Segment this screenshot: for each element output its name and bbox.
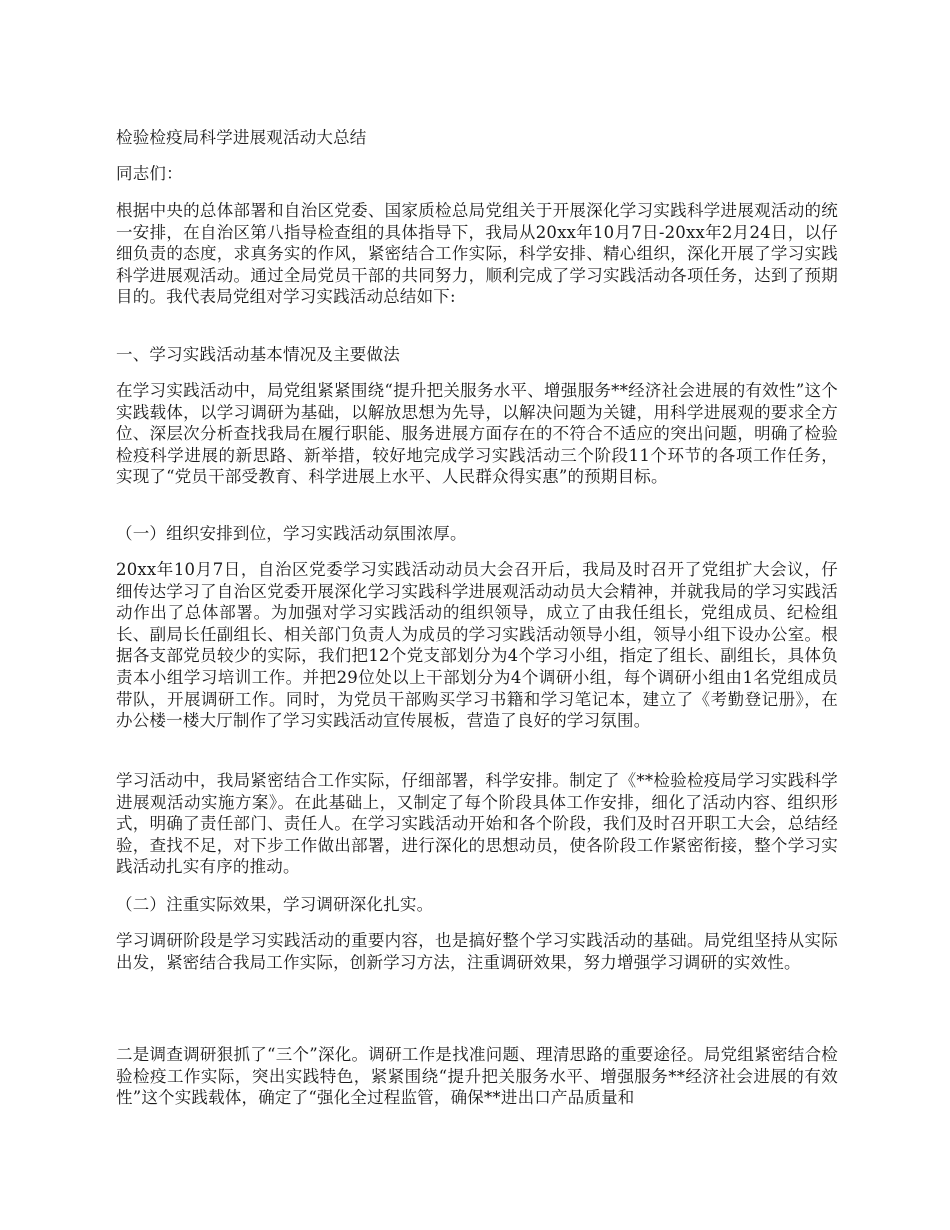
document-title: 检验检疫局科学进展观活动大总结 <box>116 128 367 147</box>
salutation: 同志们： <box>116 164 183 183</box>
subsection-2-heading: （二）注重实际效果，学习调研深化扎实。 <box>116 895 434 914</box>
subsection-1-body-2: 学习活动中，我局紧密结合工作实际，仔细部署，科学安排。制定了《**检验检疫局学习实践科学进展观活动实施方案》。在此基础上，又制定了每个阶段具体工作安排，细化了活动内容、组织形式，明确了责任部门、责任人。在学习实践活动开始和各个阶段，我们及时召开职工大会，总结经验，查找不足，对下步工作做出部署，进行深化的思想动员，使各阶段工作紧密衔接，整个学习实践活动扎实有序的推动。 <box>116 771 838 877</box>
section-1-heading: 一、学习实践活动基本情况及主要做法 <box>116 345 400 364</box>
section-1-body: 在学习实践活动中，局党组紧紧围绕“提升把关服务水平、增强服务**经济社会进展的有效性”这个实践载体，以学习调研为基础，以解放思想为先导，以解决问题为关键，用科学进展观的要求全方位、深层次分析查找我局在履行职能、服务进展方面存在的不符合不适应的突出问题，明确了检验检疫科学进展的新思路、新举措，较好地完成学习实践活动三个阶段11个环节的各项工作任务，实现了“党员干部受教育、科学进展上水平、人民群众得实惠”的预期目标。 <box>116 381 838 487</box>
subsection-2-body: 学习调研阶段是学习实践活动的重要内容，也是搞好整个学习实践活动的基础。局党组坚持从实际出发，紧密结合我局工作实际，创新学习方法，注重调研效果，努力增强学习调研的实效性。 <box>116 931 838 972</box>
intro-paragraph: 根据中央的总体部署和自治区党委、国家质检总局党组关于开展深化学习实践科学进展观活动的统一安排，在自治区第八指导检查组的具体指导下，我局从20xx年10月7日-20xx年2月24日，以仔细负责的态度，求真务实的作风，紧密结合工作实际，科学安排、精心组织，深化开展了学习实践科学进展观活动。通过全局党员干部的共同努力，顺利完成了学习实践活动各项任务，达到了预期目的。我代表局党组对学习实践活动总结如下: <box>116 201 838 307</box>
point-2-paragraph: 二是调查调研狠抓了“三个”深化。调研工作是找准问题、理清思路的重要途径。局党组紧密结合检验检疫工作实际，突出实践特色，紧紧围绕“提升把关服务水平、增强服务**经济社会进展的有效性”这个实践载体，确定了“强化全过程监管，确保**进出口产品质量和 <box>116 1045 838 1108</box>
subsection-1-body-1: 20xx年10月7日，自治区党委学习实践活动动员大会召开后，我局及时召开了党组扩大会议，仔细传达学习了自治区党委开展深化学习实践科学进展观活动动员大会精神，并就我局的学习实践活动作出了总体部署。为加强对学习实践活动的组织领导，成立了由我任组长，党组成员、纪检组长、副局长任副组长、相关部门负责人为成员的学习实践活动领导小组，领导小组下设办公室。根据各支部党员较少的实际，我们把12个党支部划分为4个学习小组，指定了组长、副组长，具体负责本小组学习培训工作。并把29位处以上干部划分为4个调研小组，每个调研小组由1名党组成员带队，开展调研工作。同时，为党员干部购买学习书籍和学习笔记本，建立了《考勤登记册》，在办公楼一楼大厅制作了学习实践活动宣传展板，营造了良好的学习氛围。 <box>116 560 838 731</box>
subsection-1-heading: （一）组织安排到位，学习实践活动氛围浓厚。 <box>116 524 467 543</box>
